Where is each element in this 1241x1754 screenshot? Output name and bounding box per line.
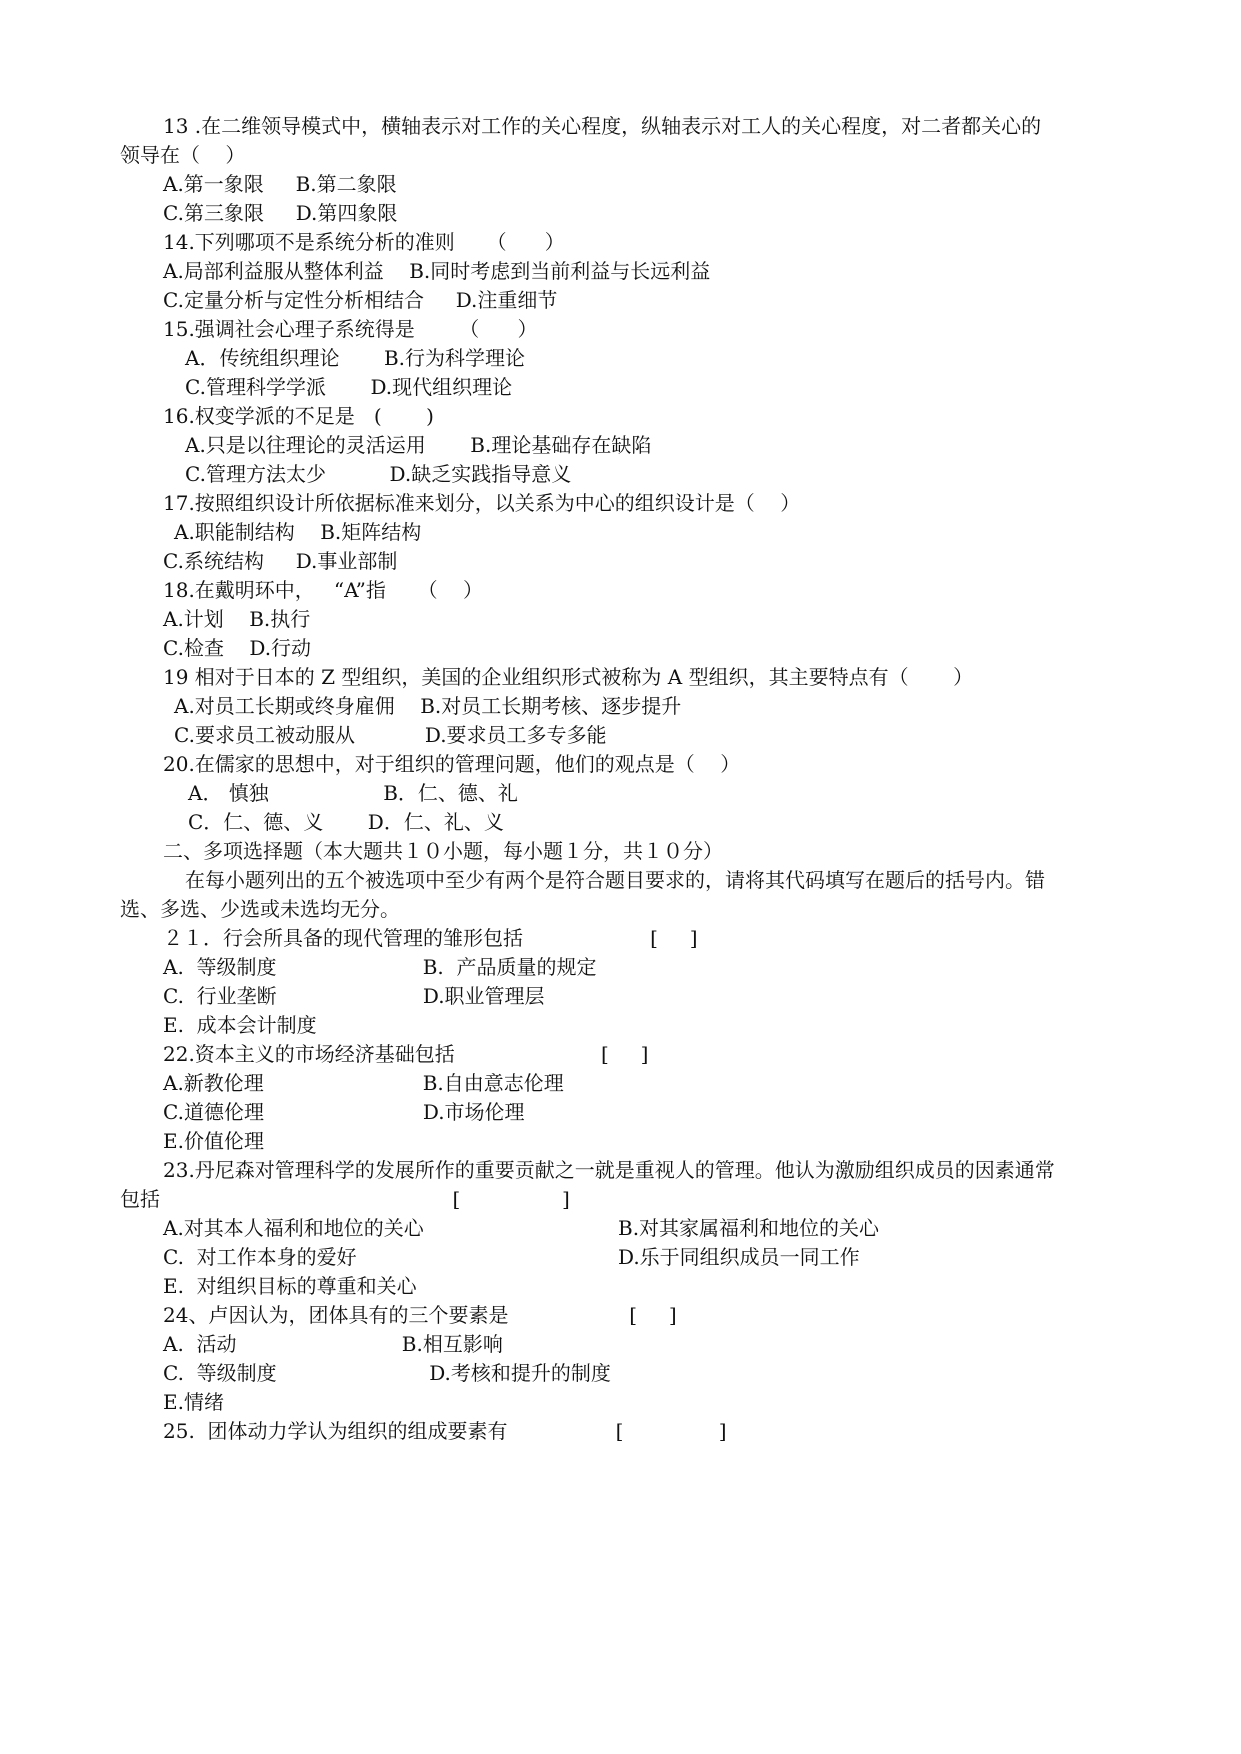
question-17-options-cd: C.系统结构 D.事业部制 xyxy=(163,549,398,573)
question-21-stem: ２１．行会所具备的现代管理的雏形包括 [ ] xyxy=(163,926,698,950)
question-23-option-d: D.乐于同组织成员一同工作 xyxy=(618,1245,860,1269)
question-16-stem: 16.权变学派的不足是 ( ) xyxy=(163,404,434,428)
question-23-stem: 23.丹尼森对管理科学的发展所作的重要贡献之一就是重视人的管理。他认为激励组织成员的因素通常 xyxy=(163,1158,1055,1182)
question-15-options-cd: C.管理科学学派 D.现代组织理论 xyxy=(185,375,513,399)
question-21-option-e: E. 成本会计制度 xyxy=(163,1013,317,1037)
question-17-stem: 17.按照组织设计所依据标准来划分，以关系为中心的组织设计是（ ） xyxy=(163,491,801,515)
question-21-options-ab: A. 等级制度 B. 产品质量的规定 xyxy=(163,955,597,979)
question-20-options-cd: C．仁、德、义 D．仁、礼、义 xyxy=(188,810,504,834)
question-16-options-cd: C.管理方法太少 D.缺乏实践指导意义 xyxy=(185,462,572,486)
question-23-option-b: B.对其家属福利和地位的关心 xyxy=(618,1216,880,1240)
question-14-stem: 14.下列哪项不是系统分析的准则 （ ） xyxy=(163,230,565,254)
question-24-options-ab: A. 活动 B.相互影响 xyxy=(163,1332,503,1356)
question-23-stem-cont: 包括 [ ] xyxy=(120,1187,570,1211)
question-19-options-ab: A.对员工长期或终身雇佣 B.对员工长期考核、逐步提升 xyxy=(174,694,682,718)
question-20-options-ab: A． 慎独 B．仁、德、礼 xyxy=(188,781,518,805)
question-13-stem-cont: 领导在（ ） xyxy=(120,143,246,167)
question-22-option-e: E.价值伦理 xyxy=(163,1129,264,1153)
question-13-options-cd: C.第三象限 D.第四象限 xyxy=(163,201,398,225)
question-15-stem: 15.强调社会心理子系统得是 （ ） xyxy=(163,317,538,341)
question-17-options-ab: A.职能制结构 B.矩阵结构 xyxy=(174,520,422,544)
question-13-stem: 13 .在二维领导模式中，横轴表示对工作的关心程度，纵轴表示对工人的关心程度，对二者都关心的 xyxy=(163,114,1042,138)
section-2-instructions: 在每小题列出的五个被选项中至少有两个是符合题目要求的，请将其代码填写在题后的括号内。错 xyxy=(185,868,1045,892)
question-23-option-e: E. 对组织目标的尊重和关心 xyxy=(163,1274,417,1298)
question-13-options-ab: A.第一象限 B.第二象限 xyxy=(163,172,397,196)
question-14-options-cd: C.定量分析与定性分析相结合 D.注重细节 xyxy=(163,288,558,312)
question-24-stem: 24、卢因认为，团体具有的三个要素是 [ ] xyxy=(163,1303,677,1327)
section-2-heading: 二、多项选择题（本大题共１０小题，每小题１分，共１０分） xyxy=(163,839,723,863)
question-18-stem: 18.在戴明环中， “A”指 （ ） xyxy=(163,578,484,602)
question-24-options-cd: C. 等级制度 D.考核和提升的制度 xyxy=(163,1361,611,1385)
question-23-option-a: A.对其本人福利和地位的关心 xyxy=(163,1216,424,1240)
question-18-options-ab: A.计划 B.执行 xyxy=(163,607,311,631)
question-22-options-ab: A.新教伦理 B.自由意志伦理 xyxy=(163,1071,564,1095)
question-23-option-c: C. 对工作本身的爱好 xyxy=(163,1245,357,1269)
question-25-stem: 25. 团体动力学认为组织的组成要素有 [ ] xyxy=(163,1419,727,1443)
question-20-stem: 20.在儒家的思想中，对于组织的管理问题，他们的观点是（ ） xyxy=(163,752,741,776)
question-22-stem: 22.资本主义的市场经济基础包括 [ ] xyxy=(163,1042,649,1066)
question-16-options-ab: A.只是以往理论的灵活运用 B.理论基础存在缺陷 xyxy=(185,433,652,457)
question-19-stem: 19 相对于日本的 Z 型组织，美国的企业组织形式被称为 A 型组织，其主要特点有（ ） xyxy=(163,665,974,689)
section-2-instructions-cont: 选、多选、少选或未选均无分。 xyxy=(120,897,400,921)
question-19-options-cd: C.要求员工被动服从 D.要求员工多专多能 xyxy=(174,723,607,747)
question-14-options-ab: A.局部利益服从整体利益 B.同时考虑到当前利益与长远利益 xyxy=(163,259,711,283)
question-24-option-e: E.情绪 xyxy=(163,1390,224,1414)
question-21-options-cd: C. 行业垄断 D.职业管理层 xyxy=(163,984,545,1008)
question-15-options-ab: A．传统组织理论 B.行为科学理论 xyxy=(185,346,525,370)
question-22-options-cd: C.道德伦理 D.市场伦理 xyxy=(163,1100,525,1124)
question-18-options-cd: C.检查 D.行动 xyxy=(163,636,312,660)
